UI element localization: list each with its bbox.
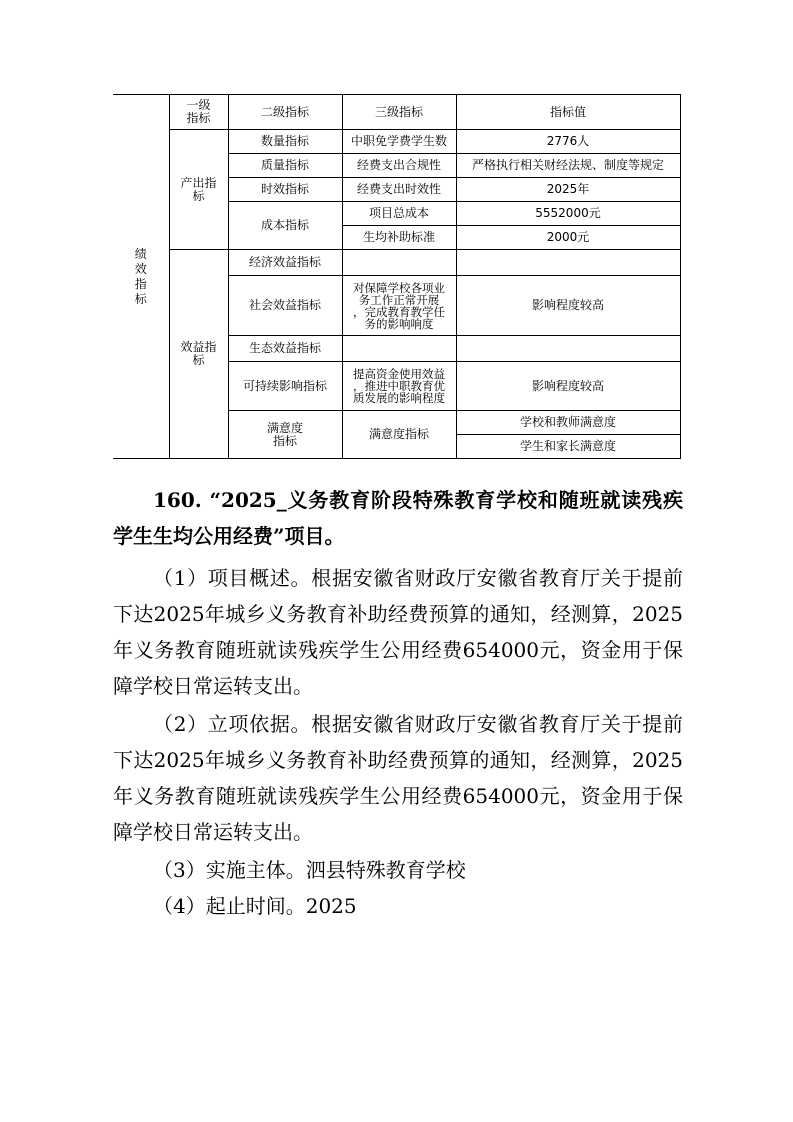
sustainable-value: 影响程度较高 — [456, 362, 680, 411]
header-level1: 一级 指标 — [169, 95, 228, 130]
quality-indicator: 质量指标 — [228, 154, 342, 178]
total-cost-value: 5552000元 — [456, 202, 680, 226]
per-student-value: 2000元 — [456, 226, 680, 250]
header-value: 指标值 — [456, 95, 680, 130]
quality-l3: 经费支出合规性 — [342, 154, 456, 178]
parent-satisfaction-l3: 学生和家长满意度 — [456, 435, 680, 459]
economic-l3 — [342, 250, 456, 276]
per-student-l3: 生均补助标准 — [342, 226, 456, 250]
header-level3: 三级指标 — [342, 95, 456, 130]
ecological-value — [456, 336, 680, 362]
timeliness-l3: 经费支出时效性 — [342, 178, 456, 202]
paragraph-basis: （2）立项依据。根据安徽省财政厅安徽省教育厅关于提前下达2025年城乡义务教育补助经费预算的通知，经测算，2025年义务教育随班就读残疾学生公用经费654000元，资金用于保障学校日常运转支出。 — [113, 712, 683, 844]
paragraph-overview: （1）项目概述。根据安徽省财政厅安徽省教育厅关于提前下达2025年城乡义务教育补助经费预算的通知，经测算，2025年义务教育随班就读残疾学生公用经费654000元，资金用于保障学校日常运转支出。 — [113, 566, 683, 698]
social-value: 影响程度较高 — [456, 276, 680, 336]
total-cost-l3: 项目总成本 — [342, 202, 456, 226]
benefit-indicators-label: 效益指 标 — [169, 250, 228, 459]
social-l3: 对保障学校各项业 务工作正常开展 ，完成教育教学任 务的影响响度 — [342, 276, 456, 336]
quantity-value: 2776人 — [456, 130, 680, 154]
timeliness-indicator: 时效指标 — [228, 178, 342, 202]
quality-value: 严格执行相关财经法规、制度等规定 — [456, 154, 680, 178]
economic-value — [456, 250, 680, 276]
header-level2: 二级指标 — [228, 95, 342, 130]
output-indicators-label: 产出指 标 — [169, 130, 228, 250]
quantity-indicator: 数量指标 — [228, 130, 342, 154]
social-indicator: 社会效益指标 — [228, 276, 342, 336]
sustainable-indicator: 可持续影响指标 — [228, 362, 342, 411]
satisfaction-indicator: 满意度指标 — [342, 411, 456, 459]
section-heading: 160. “2025_义务教育阶段特殊教育学校和随班就读残疾学生生均公用经费”项目。 — [113, 488, 683, 548]
satisfaction-indicators-label: 满意度 指标 — [228, 411, 342, 459]
category-performance-indicators: 绩 效 指 标 — [113, 95, 169, 459]
quantity-l3: 中职免学费学生数 — [342, 130, 456, 154]
paragraph-period: （4）起止时间。2025 — [153, 894, 357, 918]
sustainable-l3: 提高资金使用效益 ，推进中职教育优 质发展的影响程度 — [342, 362, 456, 411]
performance-indicator-table — [113, 94, 681, 459]
ecological-l3 — [342, 336, 456, 362]
timeliness-value: 2025年 — [456, 178, 680, 202]
paragraph-implementer: （3）实施主体。泗县特殊教育学校 — [153, 858, 466, 882]
teacher-satisfaction-l3: 学校和教师满意度 — [456, 411, 680, 435]
economic-indicator: 经济效益指标 — [228, 250, 342, 276]
ecological-indicator: 生态效益指标 — [228, 336, 342, 362]
cost-indicator: 成本指标 — [228, 202, 342, 250]
